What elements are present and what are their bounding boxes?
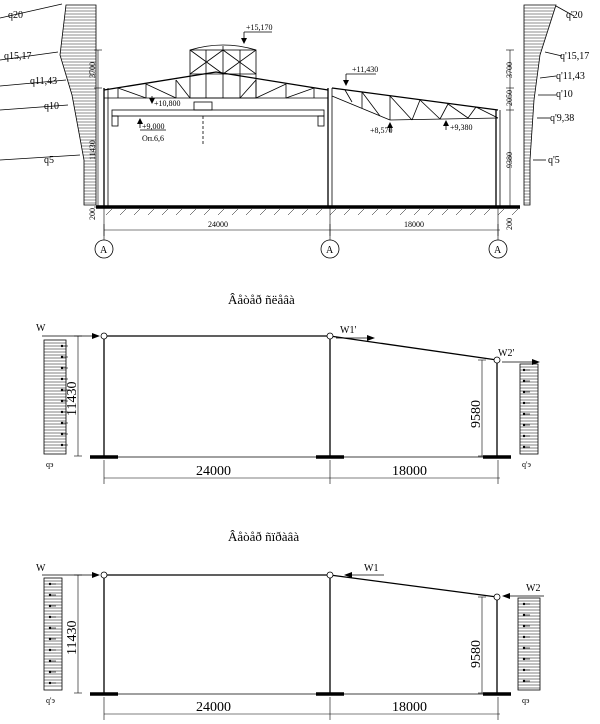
dim-base-right: 200 xyxy=(505,218,514,230)
frame-wind-left xyxy=(36,292,540,484)
el-crane-rail: +10,800 xyxy=(154,99,181,108)
q-right-3: q'11,43 xyxy=(556,71,585,82)
span-dims xyxy=(104,220,500,236)
frame2-joint xyxy=(494,594,500,600)
frame2-joint xyxy=(327,572,333,578)
el-crane-level: +9,000 xyxy=(142,122,165,131)
el-crane-label: Оп.6,6 xyxy=(142,134,165,143)
el-low-span-mid: +8,570 xyxy=(370,126,393,135)
right-truss xyxy=(332,88,498,120)
q-right-6: q'5 xyxy=(548,155,560,166)
q-right-5: q'9,38 xyxy=(550,113,575,124)
frame2-w-mid: W1 xyxy=(364,563,379,574)
dim-right-mid: 2050 xyxy=(505,90,514,106)
q-right-4: q'10 xyxy=(556,89,573,100)
axis-label-3: А xyxy=(494,245,502,256)
axis-label-2: А xyxy=(326,245,334,256)
frame1-span-left: 24000 xyxy=(196,464,231,479)
q-left-5: q5 xyxy=(44,155,54,166)
dim-right-top: 3700 xyxy=(505,62,514,78)
frame1-span-right: 18000 xyxy=(392,464,427,479)
frame1-joint xyxy=(327,333,333,339)
el-high-eave: +11,430 xyxy=(352,65,379,74)
dim-span-left: 24000 xyxy=(208,220,228,229)
left-wind-diagram xyxy=(0,4,96,205)
right-dims xyxy=(505,50,514,230)
q-left-1: q20 xyxy=(8,10,23,21)
frame2-h-right: 9580 xyxy=(469,640,484,668)
left-dims xyxy=(88,50,102,220)
frame-wind-right xyxy=(36,529,544,720)
frame2-joint xyxy=(101,572,107,578)
frame1-w-left: W xyxy=(36,323,46,334)
q-left-4: q10 xyxy=(44,101,59,112)
axis-markers xyxy=(95,207,507,258)
frame2-w-left: W xyxy=(36,563,46,574)
frame1-w-right: W2' xyxy=(498,348,515,359)
frame2-span-right: 18000 xyxy=(392,700,427,715)
frame2-w-right: W2 xyxy=(526,583,541,594)
dim-high-col: 11430 xyxy=(88,140,97,160)
left-truss xyxy=(104,72,328,98)
frame2-h-left: 11430 xyxy=(65,620,80,655)
q-right-2: q'15,17 xyxy=(560,51,590,62)
el-low-eave: +9,380 xyxy=(450,123,473,132)
frame2-q-right: qэ xyxy=(522,696,530,705)
q-left-2: q15,17 xyxy=(4,51,32,62)
frame2-title: Âåòåð ñïðàâà xyxy=(228,529,300,544)
frame2-span-left: 24000 xyxy=(196,700,231,715)
frame1-q-left: qэ xyxy=(46,460,54,469)
frame1-h-left: 11430 xyxy=(65,381,80,416)
dim-base-left: 200 xyxy=(88,208,97,220)
q-right-1: q'20 xyxy=(566,10,583,21)
roof-lantern xyxy=(190,45,256,98)
dim-span-right: 18000 xyxy=(404,220,424,229)
frame2-q-left: q'э xyxy=(46,696,55,705)
right-wind-diagram xyxy=(524,5,589,205)
frame1-title: Âåòåð ñëåâà xyxy=(228,292,295,307)
elevation-marks xyxy=(137,23,473,143)
dim-lantern-h: 3700 xyxy=(88,62,97,78)
frame1-joint xyxy=(101,333,107,339)
building-section xyxy=(0,4,589,258)
el-lantern-top: +15,170 xyxy=(246,23,273,32)
frame1-q-right: q'э xyxy=(522,460,531,469)
q-left-3: q11,43 xyxy=(30,76,58,87)
dim-low-col: 9380 xyxy=(505,152,514,168)
frame1-w-mid: W1' xyxy=(340,325,357,336)
frame1-h-right: 9580 xyxy=(469,400,484,428)
axis-label-1: А xyxy=(100,245,108,256)
